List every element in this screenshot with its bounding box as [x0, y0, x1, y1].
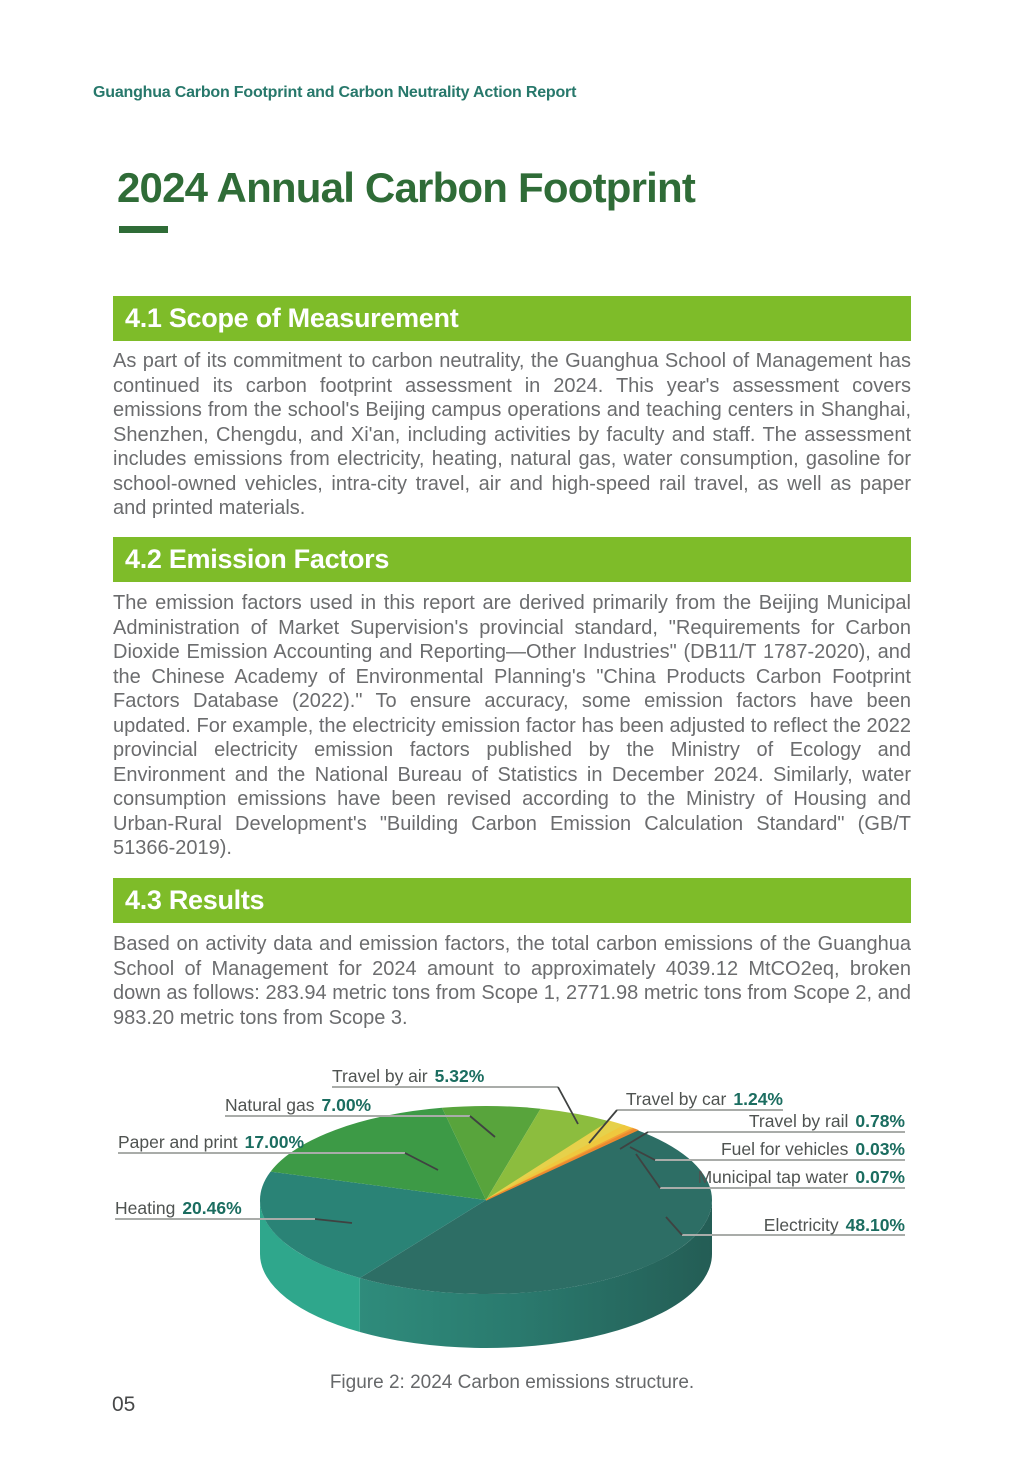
pie-label-travel-air [332, 1066, 484, 1087]
pie-label-fuel-name: Fuel for vehicles [720, 1139, 849, 1159]
figure-caption: Figure 2: 2024 Carbon emissions structure. [329, 1372, 695, 1393]
pie-label-paper-value: 17.00% [244, 1132, 305, 1152]
page-number: 05 [112, 1393, 136, 1416]
section-heading-emission-factors: 4.2 Emission Factors [113, 537, 911, 582]
section-body-emission-factors: The emission factors used in this report are derived primarily from the Beijing Municipal Administration of Market Supervision's provincial standard, "Requirements for Carbon Dioxide Emission Accounting and Reporting—Other Industries" (DB11/T 1787-2020), and the Chinese Academy of Environmental Planning's "China Products Carbon Footprint Factors Database (2022)." To ensure accuracy, some emission factors have been updated. For example, the electricity emission factor has been adjusted to reflect the 2022 provincial electricity emission factors published by the Ministry of Ecology and Environment and the National Bureau of Statistics in December 2024. Similarly, water consumption emissions have been revised according to the Ministry of Housing and Urban-Rural Development's "Building Carbon Emission Calculation Standard" (GB/T 51366-2019). [113, 592, 911, 859]
pie-label-paper-name: Paper and print [118, 1132, 238, 1152]
pie-label-tap-water-name: Municipal tap water [697, 1167, 849, 1187]
pie-label-natural-gas-name: Natural gas [225, 1095, 315, 1115]
section-body-scope: As part of its commitment to carbon neutrality, the Guanghua School of Management has continued its carbon footprint assessment in 2024. This year's assessment covers emissions from the school's Beijing campus operations and teaching centers in Shanghai, Shenzhen, Chengdu, and Xi'an, including activities by faculty and staff. The assessment includes emissions from electricity, heating, natural gas, water consumption, gasoline for school-owned vehicles, intra-city travel, air and high-speed rail travel, as well as paper and printed materials. [113, 350, 911, 519]
pie-label-tap-water-value: 0.07% [855, 1167, 905, 1187]
section-heading-results: 4.3 Results [113, 878, 911, 923]
pie-label-natural-gas [225, 1095, 371, 1116]
pie-label-natural-gas-value: 7.00% [321, 1095, 372, 1115]
pie-label-electricity-value: 48.10% [845, 1215, 905, 1235]
pie-label-paper [118, 1132, 304, 1153]
section-heading-scope: 4.1 Scope of Measurement [113, 296, 911, 341]
pie-label-heating [115, 1198, 242, 1219]
pie-label-tap-water [698, 1167, 905, 1188]
pie-label-travel-rail-name: Travel by rail [748, 1111, 849, 1131]
pie-label-fuel-value: 0.03% [855, 1139, 905, 1159]
running-header: Guanghua Carbon Footprint and Carbon Neutrality Action Report [93, 84, 577, 101]
pie-label-heating-name: Heating [115, 1198, 176, 1218]
title-underline [119, 226, 168, 233]
pie-label-travel-rail-value: 0.78% [855, 1111, 905, 1131]
pie-label-fuel [721, 1139, 905, 1160]
pie-label-electricity [764, 1215, 905, 1236]
page-title: 2024 Annual Carbon Footprint [117, 164, 696, 211]
pie-label-travel-car-value: 1.24% [733, 1089, 783, 1109]
pie-label-travel-car [626, 1089, 783, 1110]
section-body-results: Based on activity data and emission factors, the total carbon emissions of the Guanghua School of Management for 2024 amount to approximately 4039.12 MtCO2eq, broken down as follows: 283.94 metric tons from Scope 1, 2771.98 metric tons from Scope 2, and 983.20 metric tons from Scope 3. [113, 933, 911, 1029]
pie-label-travel-air-value: 5.32% [434, 1066, 485, 1086]
pie-label-travel-car-name: Travel by car [625, 1089, 727, 1109]
pie-label-travel-rail [749, 1111, 905, 1132]
pie-label-travel-air-name: Travel by air [332, 1066, 428, 1086]
pie-label-heating-value: 20.46% [182, 1198, 242, 1218]
pie-label-electricity-name: Electricity [763, 1215, 839, 1235]
